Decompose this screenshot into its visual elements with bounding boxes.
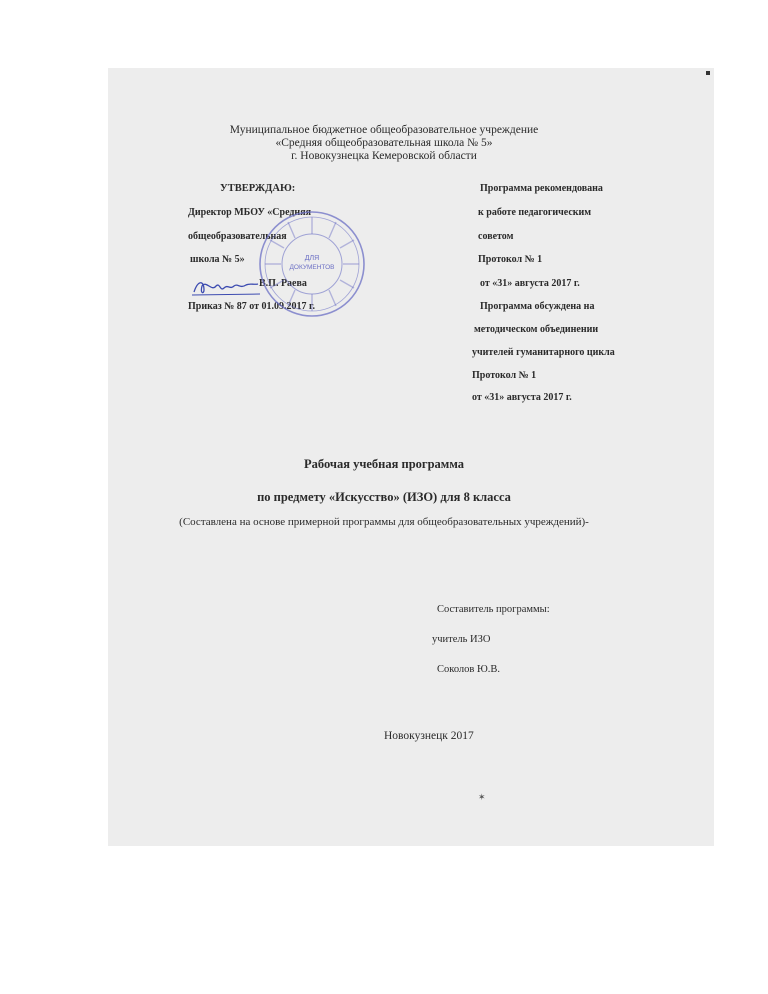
recommend-line8: учителей гуманитарного цикла (472, 347, 615, 358)
city-year: Новокузнецк 2017 (384, 730, 474, 742)
approve-title: УТВЕРЖДАЮ: (220, 183, 296, 194)
school-name-line1: Муниципальное бюджетное общеобразовательное учреждение (229, 124, 539, 136)
school-name-line2: «Средняя общеобразовательная школа № 5» (275, 137, 493, 149)
seal-text-line2: ДОКУМЕНТОВ (289, 264, 335, 271)
approve-order: Приказ № 87 от 01.09.2017 г. (188, 301, 315, 312)
recommend-line6: Программа обсуждена на (480, 301, 595, 312)
scan-mark: ✶ (478, 792, 486, 802)
school-seal (256, 208, 368, 320)
recommend-line7: методическом объединении (474, 324, 599, 335)
author-label: Составитель программы: (437, 604, 550, 615)
approve-signer: В.П. Раева (259, 278, 307, 289)
scan-speck (706, 71, 710, 75)
recommend-line5: от «31» августа 2017 г. (480, 278, 580, 289)
approve-line1: Директор МБОУ «Средняя (188, 207, 312, 218)
author-role: учитель ИЗО (432, 634, 491, 645)
director-signature (190, 276, 262, 298)
recommend-line9: Протокол № 1 (472, 370, 537, 381)
author-name: Соколов Ю.В. (437, 664, 501, 675)
school-name-line3: г. Новокузнецка Кемеровской области (291, 150, 477, 162)
recommend-line3: советом (478, 231, 514, 242)
approve-line2: общеобразовательная (188, 231, 287, 242)
recommend-line10: от «31» августа 2017 г. (472, 392, 572, 403)
recommend-line2: к работе педагогическим (478, 207, 592, 218)
recommend-line4: Протокол № 1 (478, 254, 543, 265)
seal-text-line1: ДЛЯ (304, 255, 320, 262)
approve-line3: школа № 5» (190, 254, 245, 265)
recommend-line1: Программа рекомендована (480, 183, 603, 194)
program-subject: по предмету «Искусство» (ИЗО) для 8 класса (257, 490, 511, 504)
program-note: (Составлена на основе примерной программы для общеобразовательных учреждений)- (179, 516, 589, 528)
program-title: Рабочая учебная программа (304, 457, 464, 471)
